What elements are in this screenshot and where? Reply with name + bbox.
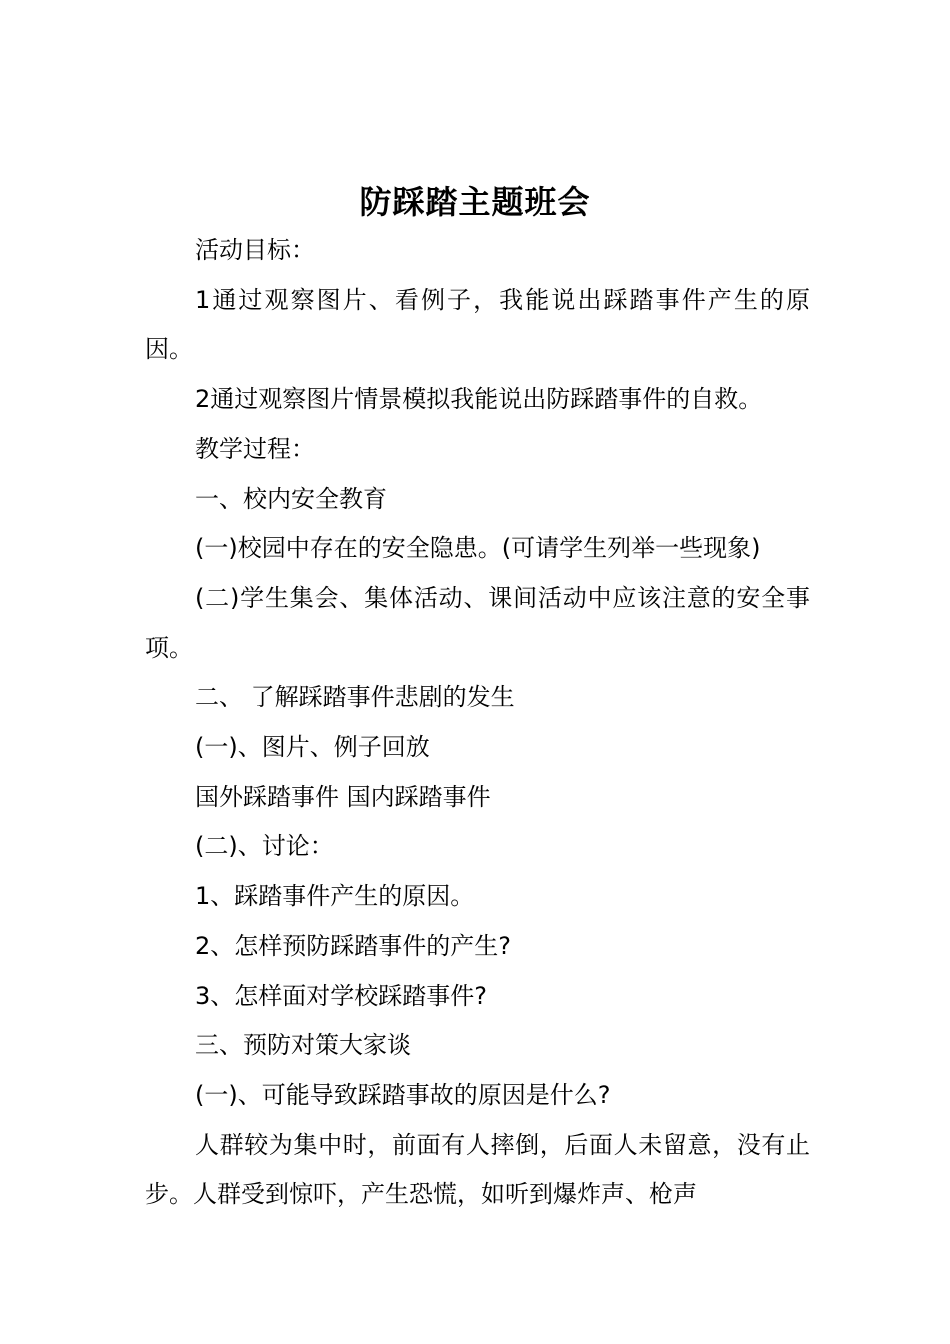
paragraph-incidents: 国外踩踏事件 国内踩踏事件 <box>195 782 491 811</box>
paragraph-goal-2: 2通过观察图片情景模拟我能说出防踩踏事件的自救。 <box>195 385 763 414</box>
paragraph-activity-goals-heading: 活动目标： <box>195 236 315 264</box>
document-title: 防踩踏主题班会 <box>359 183 591 221</box>
paragraph-goal-1: 1通过观察图片、看例子，我能说出踩踏事件产生的原因。 <box>145 285 810 364</box>
paragraph-section-3-item-1: (一)、可能导致踩踏事故的原因是什么? <box>195 1080 611 1109</box>
paragraph-question-1: 1、踩踏事件产生的原因。 <box>195 882 475 911</box>
paragraph-section-2-heading: 二、 了解踩踏事件悲剧的发生 <box>195 683 515 712</box>
paragraph-section-1-heading: 一、校内安全教育 <box>195 484 387 513</box>
paragraph-section-1-item-1: (一)校园中存在的安全隐患。(可请学生列举一些现象) <box>195 534 761 563</box>
paragraph-section-1-item-2: (二)学生集会、集体活动、课间活动中应该注意的安全事项。 <box>145 583 810 662</box>
paragraph-causes: 人群较为集中时，前面有人摔倒，后面人未留意，没有止步。人群受到惊吓，产生恐慌，如听到爆炸声、枪声 <box>145 1130 810 1209</box>
paragraph-teaching-process-heading: 教学过程： <box>195 434 315 463</box>
paragraph-section-2-item-1: (一)、图片、例子回放 <box>195 733 430 762</box>
paragraph-section-3-heading: 三、预防对策大家谈 <box>195 1031 411 1060</box>
paragraph-question-3: 3、怎样面对学校踩踏事件? <box>195 981 488 1010</box>
paragraph-section-2-item-2: (二)、讨论： <box>195 832 334 861</box>
document-body <box>145 226 810 1220</box>
paragraph-question-2: 2、怎样预防踩踏事件的产生? <box>195 931 512 960</box>
